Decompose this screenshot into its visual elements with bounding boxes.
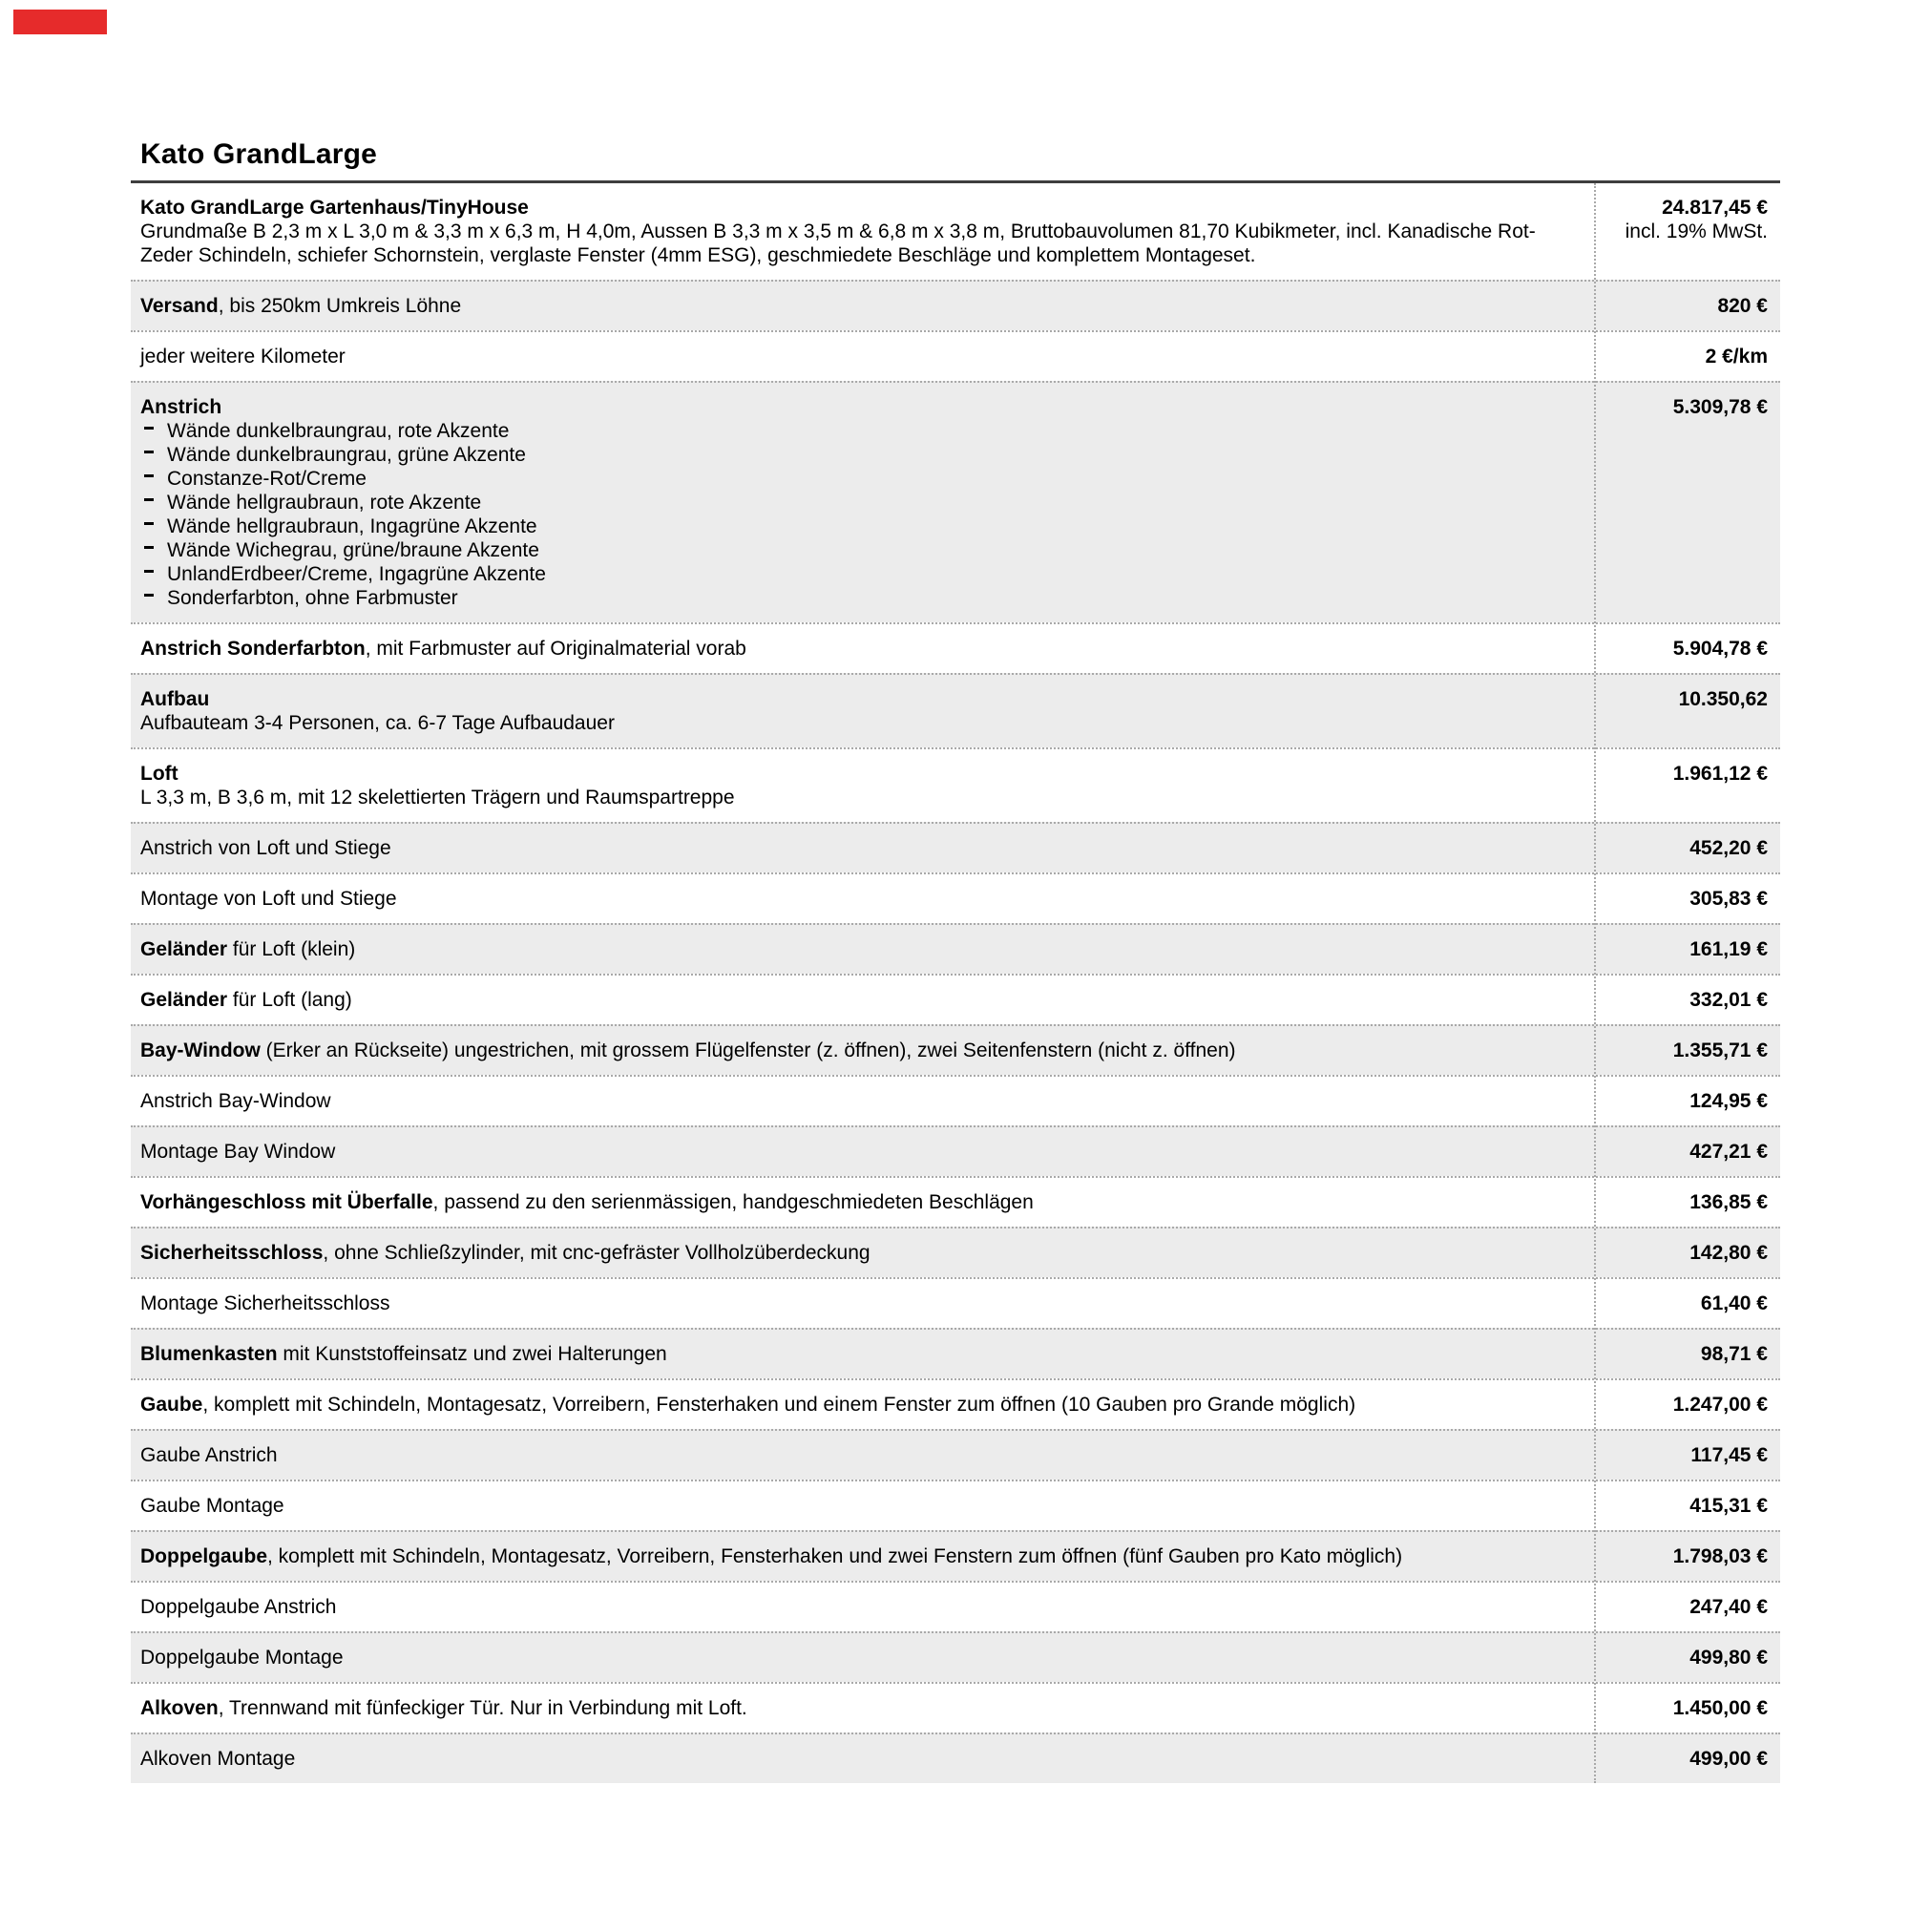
bullet-dash-icon (144, 474, 154, 477)
row-description (131, 1431, 1594, 1480)
row-heading (140, 1140, 1575, 1164)
price-value: 427,21 € (1689, 1141, 1768, 1163)
row-text: Anstrich Bay-Window (140, 1090, 331, 1112)
bullet-dash-icon (144, 451, 154, 453)
table-row (131, 1075, 1780, 1125)
row-title: Versand (140, 295, 219, 317)
price-value: 98,71 € (1700, 1343, 1768, 1365)
red-bar (13, 10, 107, 34)
row-heading (140, 196, 1575, 220)
row-text: , mit Farbmuster auf Originalmaterial vorab (365, 638, 746, 660)
row-description (131, 749, 1594, 822)
row-text: mit Kunststoffeinsatz und zwei Halterungen (277, 1343, 667, 1365)
price-value: 5.309,78 € (1672, 396, 1768, 418)
row-heading (140, 1443, 1575, 1467)
bullet-dash-icon (144, 427, 154, 430)
row-heading (140, 1241, 1575, 1265)
row-text: , bis 250km Umkreis Löhne (218, 295, 462, 317)
row-description (131, 383, 1594, 622)
row-subtitle: Aufbauteam 3-4 Personen, ca. 6-7 Tage Aufbaudauer (140, 712, 615, 734)
row-heading (140, 395, 1575, 419)
row-text: Gaube Montage (140, 1495, 284, 1517)
table-row (131, 1732, 1780, 1783)
row-description (131, 1734, 1594, 1783)
price-value: 117,45 € (1690, 1444, 1768, 1466)
row-heading (140, 637, 1575, 661)
row-title: Kato GrandLarge Gartenhaus/TinyHouse (140, 197, 529, 219)
bullet-dash-icon (144, 498, 154, 501)
bullet-dash-icon (144, 522, 154, 525)
row-text: Anstrich von Loft und Stiege (140, 837, 391, 859)
bullet-list (140, 419, 1575, 610)
row-description (131, 925, 1594, 974)
table-row (131, 1378, 1780, 1429)
row-price (1594, 1127, 1780, 1176)
bullet-text: Wände dunkelbraungrau, rote Akzente (167, 420, 510, 442)
price-value: 1.450,00 € (1672, 1697, 1768, 1719)
row-text: Montage Bay Window (140, 1141, 336, 1163)
row-heading (140, 1595, 1575, 1619)
price-value: 415,31 € (1689, 1495, 1768, 1517)
table-row (131, 872, 1780, 923)
row-price (1594, 976, 1780, 1024)
row-title: Geländer (140, 938, 228, 960)
table-row (131, 1277, 1780, 1328)
row-description (131, 1077, 1594, 1125)
row-description (131, 976, 1594, 1024)
table-row (131, 622, 1780, 673)
table-row (131, 381, 1780, 622)
table-row (131, 822, 1780, 872)
price-value: 332,01 € (1689, 989, 1768, 1011)
row-price (1594, 183, 1780, 256)
table-row (131, 747, 1780, 822)
table-row (131, 1024, 1780, 1075)
row-heading (140, 762, 1575, 786)
table-row (131, 923, 1780, 974)
price-table-rows (131, 183, 1780, 1783)
row-heading (140, 1747, 1575, 1771)
price-value: 161,19 € (1689, 938, 1768, 960)
price-value: 2 €/km (1705, 346, 1768, 368)
bullet-item (140, 562, 1575, 586)
row-description (131, 1684, 1594, 1732)
row-price (1594, 1026, 1780, 1075)
price-table (131, 180, 1780, 1783)
bullet-item (140, 586, 1575, 610)
row-title: Anstrich (140, 396, 222, 418)
price-value: 499,80 € (1689, 1647, 1768, 1669)
price-value: 1.355,71 € (1672, 1040, 1768, 1061)
table-row (131, 974, 1780, 1024)
row-title: Blumenkasten (140, 1343, 278, 1365)
bullet-text: Wände dunkelbraungrau, grüne Akzente (167, 444, 526, 466)
row-subtitle: Grundmaße B 2,3 m x L 3,0 m & 3,3 m x 6,3 m, H 4,0m, Aussen B 3,3 m x 3,5 m & 6,8 m x 3,8 m, Bruttobauvolumen 81,70 Kubikmeter, incl. Kanadische Rot-Zeder Schindeln, schiefer Schornstein, verglaste Fenster (4mm ESG), geschmiedete Beschläge und komplettem Montageset. (140, 220, 1536, 266)
row-heading (140, 1544, 1575, 1568)
table-row (131, 1429, 1780, 1480)
row-price (1594, 624, 1780, 673)
table-row (131, 1530, 1780, 1581)
row-description (131, 624, 1594, 673)
row-heading (140, 1646, 1575, 1670)
row-heading (140, 988, 1575, 1012)
row-text: Alkoven Montage (140, 1748, 296, 1770)
price-value: 10.350,62 (1678, 688, 1768, 710)
row-description (131, 1481, 1594, 1530)
row-price (1594, 874, 1780, 923)
row-title: Anstrich Sonderfarbton (140, 638, 366, 660)
price-value: 124,95 € (1689, 1090, 1768, 1112)
bullet-text: Wände hellgraubraun, rote Akzente (167, 492, 482, 514)
table-row (131, 280, 1780, 330)
row-text: für Loft (klein) (227, 938, 356, 960)
page-title: Kato GrandLarge (140, 138, 378, 170)
row-heading (140, 1393, 1575, 1417)
price-value: 305,83 € (1689, 888, 1768, 910)
row-title: Loft (140, 763, 178, 785)
row-description (131, 282, 1594, 330)
document (131, 139, 1780, 1783)
row-price (1594, 1633, 1780, 1682)
row-price (1594, 1684, 1780, 1732)
price-value: 1.798,03 € (1672, 1545, 1768, 1567)
bullet-dash-icon (144, 570, 154, 573)
bullet-text: Sonderfarbton, ohne Farbmuster (167, 587, 458, 609)
row-title: Vorhängeschloss mit Überfalle (140, 1191, 433, 1213)
table-row (131, 1581, 1780, 1631)
row-heading (140, 294, 1575, 318)
price-value: 820 € (1717, 295, 1768, 317)
table-row (131, 1125, 1780, 1176)
price-value: 142,80 € (1689, 1242, 1768, 1264)
price-value: 136,85 € (1689, 1191, 1768, 1213)
row-price (1594, 1380, 1780, 1429)
row-price (1594, 282, 1780, 330)
row-price (1594, 1583, 1780, 1631)
row-description (131, 1279, 1594, 1328)
table-row (131, 673, 1780, 747)
row-text: , passend zu den serienmässigen, handgeschmiedeten Beschlägen (432, 1191, 1034, 1213)
row-text: Gaube Anstrich (140, 1444, 278, 1466)
row-heading (140, 1292, 1575, 1315)
row-text: Montage Sicherheitsschloss (140, 1292, 390, 1314)
row-heading (140, 836, 1575, 860)
row-price (1594, 1532, 1780, 1581)
bullet-item (140, 538, 1575, 562)
row-text: , Trennwand mit fünfeckiger Tür. Nur in Verbindung mit Loft. (218, 1697, 747, 1719)
table-row (131, 183, 1780, 280)
row-title: Gaube (140, 1394, 203, 1416)
table-row (131, 1328, 1780, 1378)
row-title: Bay-Window (140, 1040, 261, 1061)
row-description (131, 1228, 1594, 1277)
row-description (131, 675, 1594, 747)
row-description (131, 1026, 1594, 1075)
bullet-item (140, 467, 1575, 491)
price-value: 24.817,45 € (1662, 197, 1768, 219)
row-heading (140, 687, 1575, 711)
row-description (131, 1532, 1594, 1581)
row-description (131, 1178, 1594, 1227)
row-description (131, 1633, 1594, 1682)
row-heading (140, 1089, 1575, 1113)
row-description (131, 824, 1594, 872)
table-row (131, 1227, 1780, 1277)
table-row (131, 1176, 1780, 1227)
row-text: (Erker an Rückseite) ungestrichen, mit grossem Flügelfenster (z. öffnen), zwei Seitenfenstern (nicht z. öffnen) (260, 1040, 1236, 1061)
row-price (1594, 1178, 1780, 1227)
row-title: Doppelgaube (140, 1545, 268, 1567)
row-price (1594, 1431, 1780, 1480)
table-row (131, 1682, 1780, 1732)
row-description (131, 1330, 1594, 1378)
row-title: Geländer (140, 989, 228, 1011)
row-price (1594, 332, 1780, 381)
row-price (1594, 824, 1780, 872)
row-heading (140, 1190, 1575, 1214)
row-price (1594, 383, 1780, 431)
bullet-text: Constanze-Rot/Creme (167, 468, 367, 490)
table-row (131, 1631, 1780, 1682)
price-vat-note: incl. 19% MwSt. (1625, 220, 1768, 242)
row-title: Sicherheitsschloss (140, 1242, 324, 1264)
price-value: 5.904,78 € (1672, 638, 1768, 660)
column-divider (1594, 183, 1596, 1783)
row-price (1594, 1228, 1780, 1277)
price-value: 1.247,00 € (1672, 1394, 1768, 1416)
price-value: 499,00 € (1689, 1748, 1768, 1770)
row-heading (140, 345, 1575, 368)
bullet-dash-icon (144, 594, 154, 597)
row-text: , komplett mit Schindeln, Montagesatz, Vorreibern, Fensterhaken und einem Fenster zum öffnen (10 Gauben pro Grande möglich) (202, 1394, 1356, 1416)
row-price (1594, 1077, 1780, 1125)
bullet-item (140, 491, 1575, 514)
price-value: 452,20 € (1689, 837, 1768, 859)
row-price (1594, 749, 1780, 798)
row-description (131, 1380, 1594, 1429)
table-row (131, 1480, 1780, 1530)
row-price (1594, 1279, 1780, 1328)
price-value: 247,40 € (1689, 1596, 1768, 1618)
row-text: für Loft (lang) (227, 989, 352, 1011)
price-value: 61,40 € (1700, 1292, 1768, 1314)
bullet-dash-icon (144, 546, 154, 549)
row-heading (140, 1494, 1575, 1518)
row-price (1594, 1481, 1780, 1530)
row-text: , ohne Schließzylinder, mit cnc-gefräster Vollholzüberdeckung (323, 1242, 871, 1264)
row-description (131, 874, 1594, 923)
row-heading (140, 1696, 1575, 1720)
row-heading (140, 937, 1575, 961)
row-description (131, 183, 1594, 280)
row-price (1594, 925, 1780, 974)
row-heading (140, 1039, 1575, 1062)
row-title: Alkoven (140, 1697, 219, 1719)
row-price (1594, 1734, 1780, 1783)
bullet-item (140, 443, 1575, 467)
row-text: jeder weitere Kilometer (140, 346, 346, 368)
bullet-item (140, 419, 1575, 443)
bullet-text: Wände hellgraubraun, Ingagrüne Akzente (167, 515, 537, 537)
bullet-text: Wände Wichegrau, grüne/braune Akzente (167, 539, 539, 561)
row-subtitle: L 3,3 m, B 3,6 m, mit 12 skelettierten Trägern und Raumspartreppe (140, 787, 735, 808)
bullet-text: UnlandErdbeer/Creme, Ingagrüne Akzente (167, 563, 546, 585)
row-text: Montage von Loft und Stiege (140, 888, 397, 910)
row-description (131, 332, 1594, 381)
row-heading (140, 887, 1575, 911)
row-text: Doppelgaube Montage (140, 1647, 344, 1669)
row-price (1594, 675, 1780, 724)
row-price (1594, 1330, 1780, 1378)
bullet-item (140, 514, 1575, 538)
row-text: , komplett mit Schindeln, Montagesatz, Vorreibern, Fensterhaken und zwei Fenstern zum öffnen (fünf Gauben pro Kato möglich) (267, 1545, 1403, 1567)
price-value: 1.961,12 € (1672, 763, 1768, 785)
row-description (131, 1583, 1594, 1631)
row-heading (140, 1342, 1575, 1366)
row-title: Aufbau (140, 688, 210, 710)
row-description (131, 1127, 1594, 1176)
row-text: Doppelgaube Anstrich (140, 1596, 337, 1618)
table-row (131, 330, 1780, 381)
